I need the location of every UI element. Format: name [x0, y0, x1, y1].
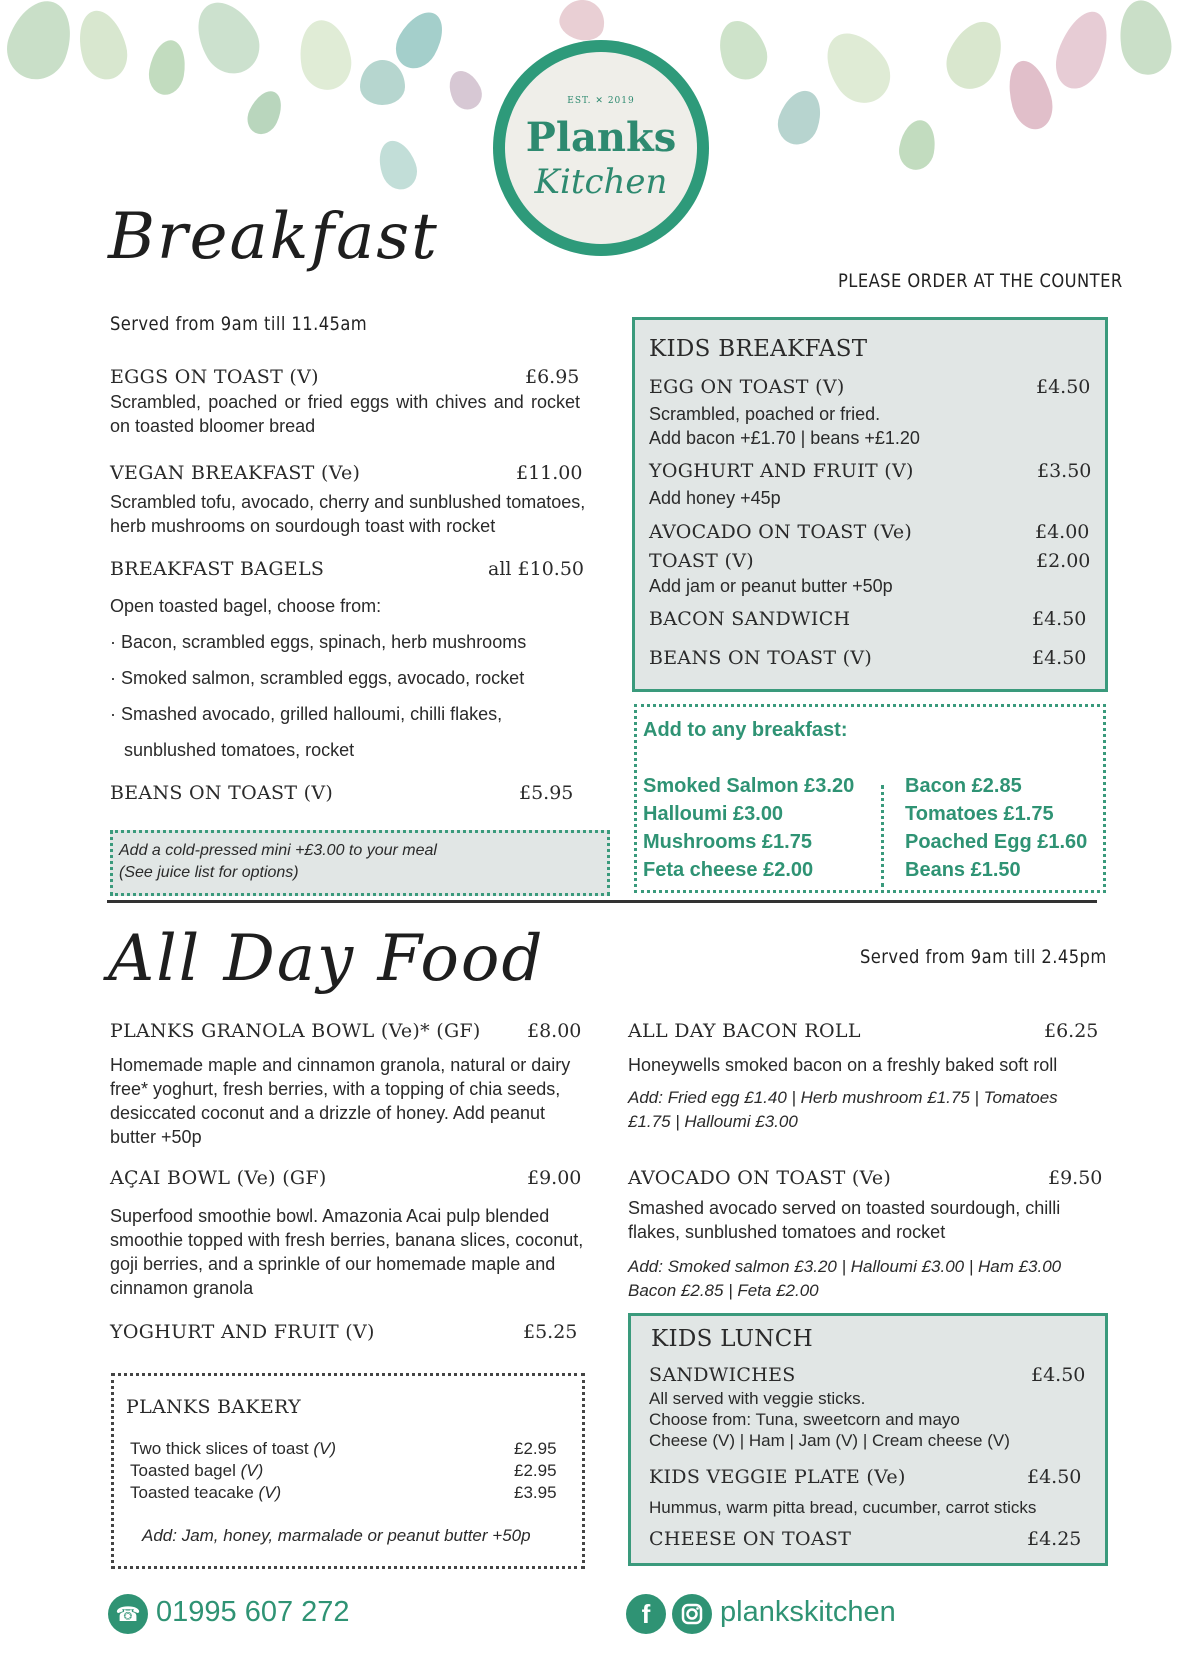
avocado-toast-price: £9.50	[1048, 1167, 1103, 1189]
kids-egg-on-toast-title: EGG ON TOAST (V)	[649, 376, 845, 398]
eggs-on-toast-price: £6.95	[525, 366, 580, 388]
kids-egg-on-toast-addon: Add bacon +£1.70 | beans +£1.20	[649, 428, 920, 448]
phone-icon: ☎	[108, 1594, 148, 1634]
kids-sandwiches-line: All served with veggie sticks.	[649, 1389, 866, 1408]
juice-note-line: Add a cold-pressed mini +£3.00 to your meal	[119, 842, 437, 859]
beans-on-toast-price: £5.95	[519, 782, 574, 804]
addon-item: Mushrooms £1.75	[643, 831, 812, 853]
bacon-roll-addons: Add: Fried egg £1.40 | Herb mushroom £1.75 | Tomatoes £1.75 | Halloumi £3.00	[628, 1088, 1058, 1131]
avocado-toast-desc: Smashed avocado served on toasted sourdough, chilli flakes, sunblushed tomatoes and rocket	[628, 1198, 1061, 1242]
addon-item: Halloumi £3.00	[643, 803, 784, 825]
kids-yoghurt-title: YOGHURT AND FRUIT (V)	[649, 460, 914, 482]
kids-veggie-plate-desc: Hummus, warm pitta bread, cucumber, carrot sticks	[649, 1498, 1037, 1517]
addon-item: Beans £1.50	[905, 859, 1021, 881]
kids-breakfast-box	[632, 317, 1108, 692]
facebook-icon[interactable]: f	[626, 1594, 666, 1634]
addon-item: Tomatoes £1.75	[905, 803, 1054, 825]
bacon-roll-desc: Honeywells smoked bacon on a freshly baked soft roll	[628, 1055, 1058, 1075]
kids-lunch-title: KIDS LUNCH	[651, 1326, 813, 1352]
bakery-title: PLANKS BAKERY	[126, 1396, 301, 1418]
bagel-option: · Bacon, scrambled eggs, spinach, herb mushrooms	[110, 632, 527, 652]
section-divider	[107, 900, 1097, 903]
granola-bowl-title: PLANKS GRANOLA BOWL (Ve)* (GF)	[110, 1020, 481, 1042]
kids-toast-price: £2.00	[1036, 550, 1091, 572]
addon-item: Bacon £2.85	[905, 775, 1022, 797]
bagels-intro: Open toasted bagel, choose from:	[110, 596, 382, 616]
breakfast-bagels-price: all £10.50	[488, 558, 585, 580]
bakery-item-price: £2.95	[514, 1461, 557, 1480]
kids-yoghurt-desc: Add honey +45p	[649, 488, 781, 508]
kids-bacon-sandwich-price: £4.50	[1032, 608, 1087, 630]
breakfast-bagels-title: BREAKFAST BAGELS	[110, 558, 325, 580]
kids-yoghurt-price: £3.50	[1037, 460, 1092, 482]
avocado-toast-title: AVOCADO ON TOAST (Ve)	[628, 1167, 892, 1189]
yoghurt-fruit-title: YOGHURT AND FRUIT (V)	[110, 1321, 375, 1343]
bagel-option: · Smoked salmon, scrambled eggs, avocado, rocket	[110, 668, 525, 688]
kids-sandwiches-price: £4.50	[1031, 1364, 1086, 1386]
yoghurt-fruit-price: £5.25	[523, 1321, 578, 1343]
kids-beans-on-toast-title: BEANS ON TOAST (V)	[649, 647, 873, 669]
kids-breakfast-title: KIDS BREAKFAST	[649, 336, 868, 362]
kids-sandwiches-title: SANDWICHES	[649, 1364, 796, 1386]
avocado-toast-addons: Add: Smoked salmon £3.20 | Halloumi £3.00 | Ham £3.00 Bacon £2.85 | Feta £2.00	[628, 1257, 1062, 1300]
bakery-item-price: £3.95	[514, 1483, 557, 1502]
breakfast-addons-box	[634, 704, 1106, 893]
juice-note-line: (See juice list for options)	[119, 864, 299, 881]
planks-bakery-box	[111, 1373, 585, 1569]
phone-number[interactable]: 01995 607 272	[156, 1596, 350, 1628]
breakfast-served-time: Served from 9am till 11.45am	[110, 313, 368, 335]
all-day-food-heading: All Day Food	[108, 922, 545, 996]
bakery-item-name: Two thick slices of toast (V)	[130, 1439, 336, 1458]
kids-lunch-box	[628, 1313, 1108, 1566]
eggs-on-toast-title: EGGS ON TOAST (V)	[110, 366, 319, 388]
granola-bowl-price: £8.00	[527, 1020, 582, 1042]
bagel-option: sunblushed tomatoes, rocket	[124, 740, 355, 760]
breakfast-heading: Breakfast	[108, 200, 439, 274]
kids-veggie-plate-title: KIDS VEGGIE PLATE (Ve)	[649, 1466, 906, 1488]
addon-item: Poached Egg £1.60	[905, 831, 1088, 853]
kids-bacon-sandwich-title: BACON SANDWICH	[649, 608, 851, 630]
bacon-roll-title: ALL DAY BACON ROLL	[628, 1020, 861, 1042]
acai-bowl-price: £9.00	[527, 1167, 582, 1189]
vegan-breakfast-desc: Scrambled tofu, avocado, cherry and sunblushed tomatoes, herb mushrooms on sourdough toast with rocket	[110, 492, 586, 536]
bagel-option: · Smashed avocado, grilled halloumi, chilli flakes,	[110, 704, 503, 724]
addons-title: Add to any breakfast:	[643, 719, 848, 741]
juice-note-box	[110, 830, 610, 896]
all-day-served-time: Served from 9am till 2.45pm	[860, 946, 1107, 968]
addon-item: Smoked Salmon £3.20	[643, 775, 855, 797]
kids-avocado-price: £4.00	[1035, 521, 1090, 543]
kids-toast-title: TOAST (V)	[649, 550, 754, 572]
eggs-on-toast-desc: Scrambled, poached or fried eggs with chives and rocket on toasted bloomer bread	[110, 392, 580, 436]
instagram-icon[interactable]	[672, 1594, 712, 1634]
kids-beans-on-toast-price: £4.50	[1032, 647, 1087, 669]
bakery-item-price: £2.95	[514, 1439, 557, 1458]
cheese-on-toast-price: £4.25	[1027, 1528, 1082, 1550]
vegan-breakfast-price: £11.00	[516, 462, 583, 484]
cheese-on-toast-title: CHEESE ON TOAST	[649, 1528, 852, 1550]
kids-toast-desc: Add jam or peanut butter +50p	[649, 576, 893, 596]
kids-veggie-plate-price: £4.50	[1027, 1466, 1082, 1488]
bakery-item-name: Toasted teacake (V)	[130, 1483, 282, 1502]
kids-sandwiches-line: Choose from: Tuna, sweetcorn and mayo	[649, 1410, 960, 1429]
social-handle[interactable]: plankskitchen	[720, 1596, 896, 1628]
beans-on-toast-title: BEANS ON TOAST (V)	[110, 782, 334, 804]
kids-egg-on-toast-desc: Scrambled, poached or fried.	[649, 404, 881, 424]
planks-kitchen-logo: EST. ✕ 2019 Planks Kitchen	[493, 40, 709, 256]
bakery-addons: Add: Jam, honey, marmalade or peanut butter +50p	[142, 1526, 531, 1545]
addon-item: Feta cheese £2.00	[643, 859, 814, 881]
acai-bowl-desc: Superfood smoothie bowl. Amazonia Acai pulp blended smoothie topped with fresh berries, banana slices, coconut, goji berries, and a sprinkle of our homemade maple and cinnamon granola	[110, 1206, 584, 1298]
kids-sandwiches-line: Cheese (V) | Ham | Jam (V) | Cream cheese (V)	[649, 1431, 1010, 1450]
bacon-roll-price: £6.25	[1044, 1020, 1099, 1042]
kids-egg-on-toast-price: £4.50	[1036, 376, 1091, 398]
kids-avocado-title: AVOCADO ON TOAST (Ve)	[649, 521, 913, 543]
vegan-breakfast-title: VEGAN BREAKFAST (Ve)	[110, 462, 361, 484]
granola-bowl-desc: Homemade maple and cinnamon granola, natural or dairy free* yoghurt, fresh berries, with a topping of chia seeds, desiccated coconut and a drizzle of honey. Add peanut butter +50p	[110, 1055, 571, 1147]
bakery-item-name: Toasted bagel (V)	[130, 1461, 264, 1480]
acai-bowl-title: AÇAI BOWL (Ve) (GF)	[110, 1167, 327, 1189]
addons-separator	[881, 785, 884, 887]
order-note: PLEASE ORDER AT THE COUNTER	[838, 270, 1123, 292]
